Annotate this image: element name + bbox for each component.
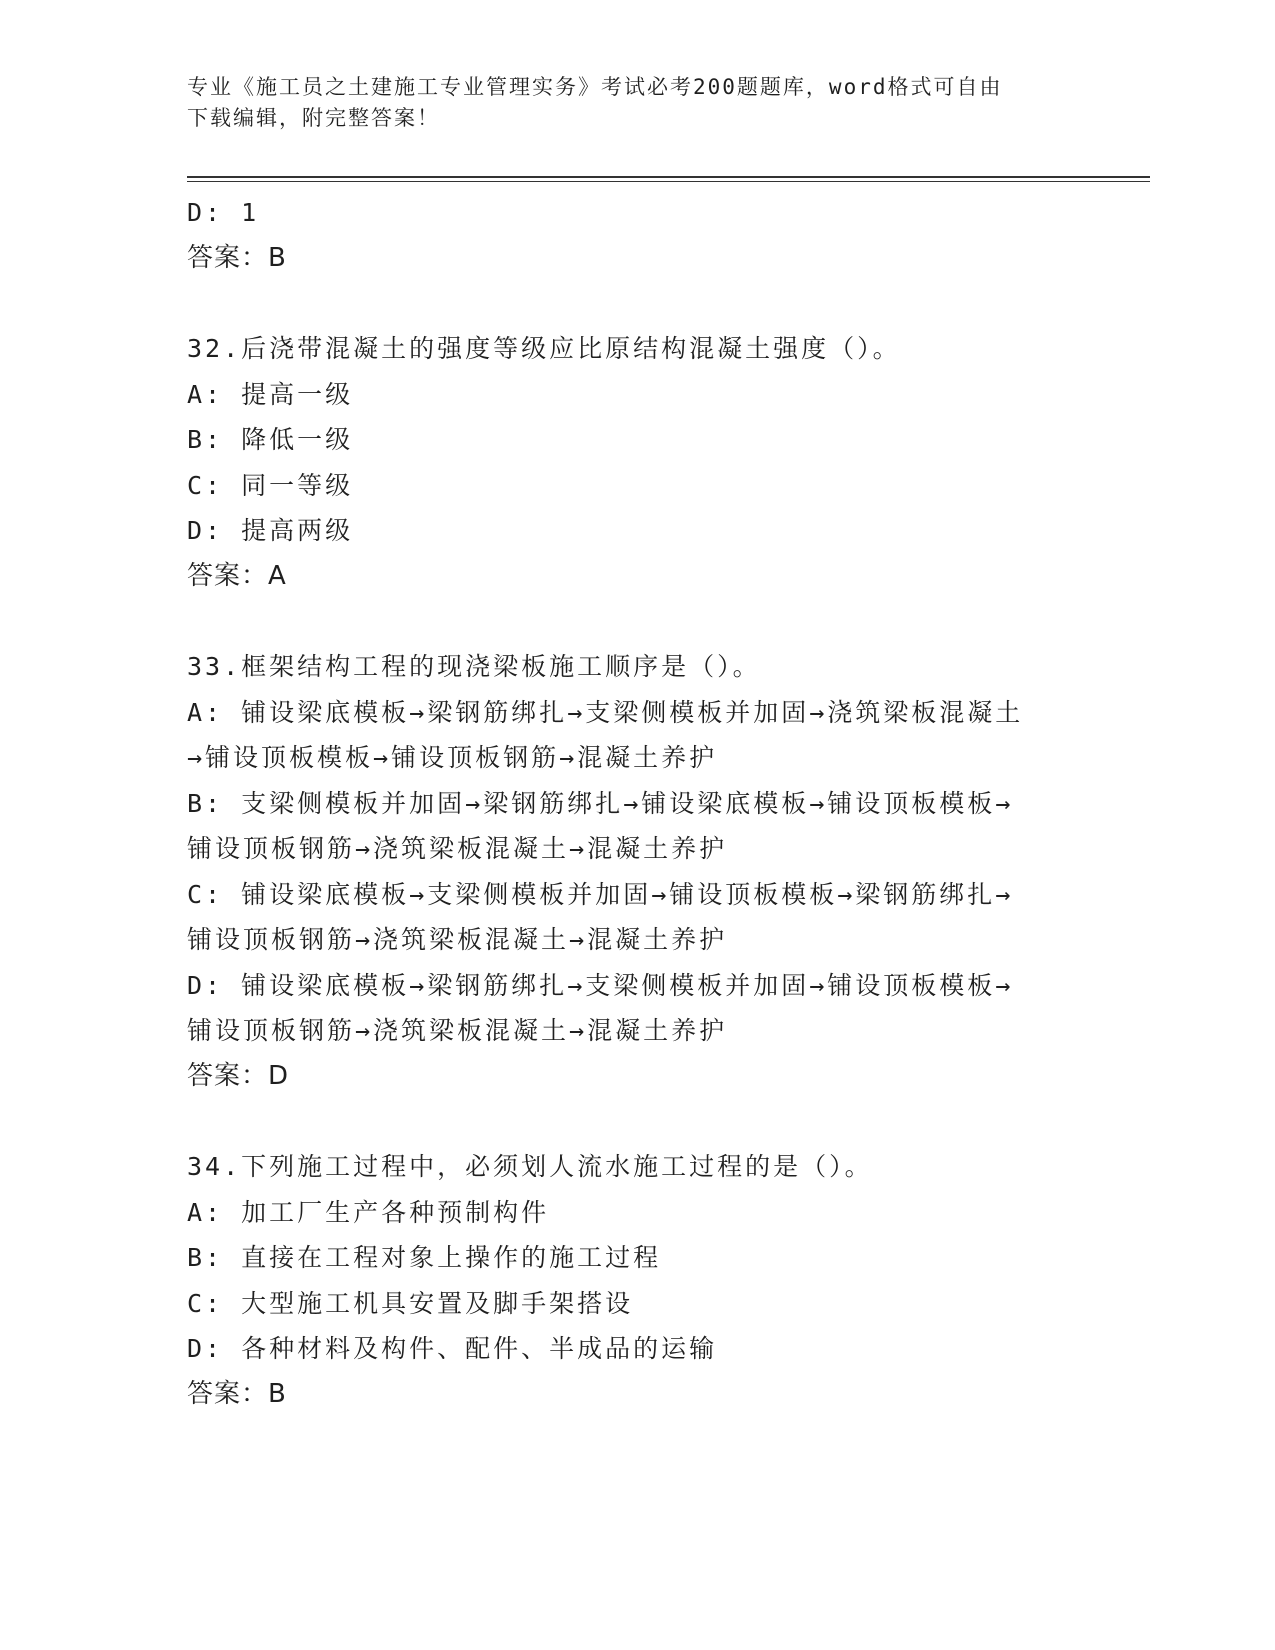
previous-question-tail	[187, 190, 1087, 281]
spacer	[187, 1099, 1087, 1144]
document-body	[187, 190, 1087, 1417]
header-line-2: 下载编辑，附完整答案！	[187, 106, 440, 130]
option-b-line-1: B: 支梁侧模板并加固→梁钢筋绑扎→铺设梁底模板→铺设顶板模板→	[187, 788, 1014, 818]
option-a: A: 提高一级	[187, 379, 354, 409]
option-c-line-1: C: 铺设梁底模板→支梁侧模板并加固→铺设顶板模板→梁钢筋绑扎→	[187, 879, 1014, 909]
option-c-line-2: 铺设顶板钢筋→浇筑梁板混凝土→混凝土养护	[187, 925, 728, 954]
question-34	[187, 1144, 1087, 1417]
option-b-line-2: 铺设顶板钢筋→浇筑梁板混凝土→混凝土养护	[187, 834, 728, 863]
option-d: D: 提高两级	[187, 516, 354, 545]
option-c: C: 大型施工机具安置及脚手架搭设	[187, 1288, 634, 1318]
question-text: 33.框架结构工程的现浇梁板施工顺序是（）。	[187, 652, 761, 681]
option-d-line-1: D: 铺设梁底模板→梁钢筋绑扎→支梁侧模板并加固→铺设顶板模板→	[187, 970, 1014, 1000]
answer: 答案：D	[187, 1060, 290, 1091]
question-text: 34.下列施工过程中，必须划人流水施工过程的是（）。	[187, 1152, 873, 1181]
option-d-line-2: 铺设顶板钢筋→浇筑梁板混凝土→混凝土养护	[187, 1016, 728, 1045]
spacer	[187, 599, 1087, 644]
option-a-line-2: →铺设顶板模板→铺设顶板钢筋→混凝土养护	[187, 743, 718, 772]
option-d: D: 1	[187, 198, 260, 227]
answer: 答案：B	[187, 1378, 287, 1409]
question-33	[187, 644, 1087, 1099]
option-b: B: 降低一级	[187, 425, 354, 454]
option-a: A: 加工厂生产各种预制构件	[187, 1197, 550, 1227]
question-32	[187, 326, 1087, 599]
option-c: C: 同一等级	[187, 470, 354, 500]
question-text: 32.后浇带混凝土的强度等级应比原结构混凝土强度（）。	[187, 334, 901, 363]
spacer	[187, 281, 1087, 326]
option-d: D: 各种材料及构件、配件、半成品的运输	[187, 1334, 718, 1363]
option-b: B: 直接在工程对象上操作的施工过程	[187, 1243, 662, 1272]
answer: 答案：B	[187, 242, 287, 273]
option-a-line-1: A: 铺设梁底模板→梁钢筋绑扎→支梁侧模板并加固→浇筑梁板混凝土	[187, 697, 1024, 727]
answer: 答案：A	[187, 560, 287, 591]
header-line-1: 专业《施工员之土建施工专业管理实务》考试必考200题题库，word格式可自由	[187, 75, 1003, 99]
page-header	[187, 72, 1067, 134]
header-divider	[187, 176, 1150, 182]
